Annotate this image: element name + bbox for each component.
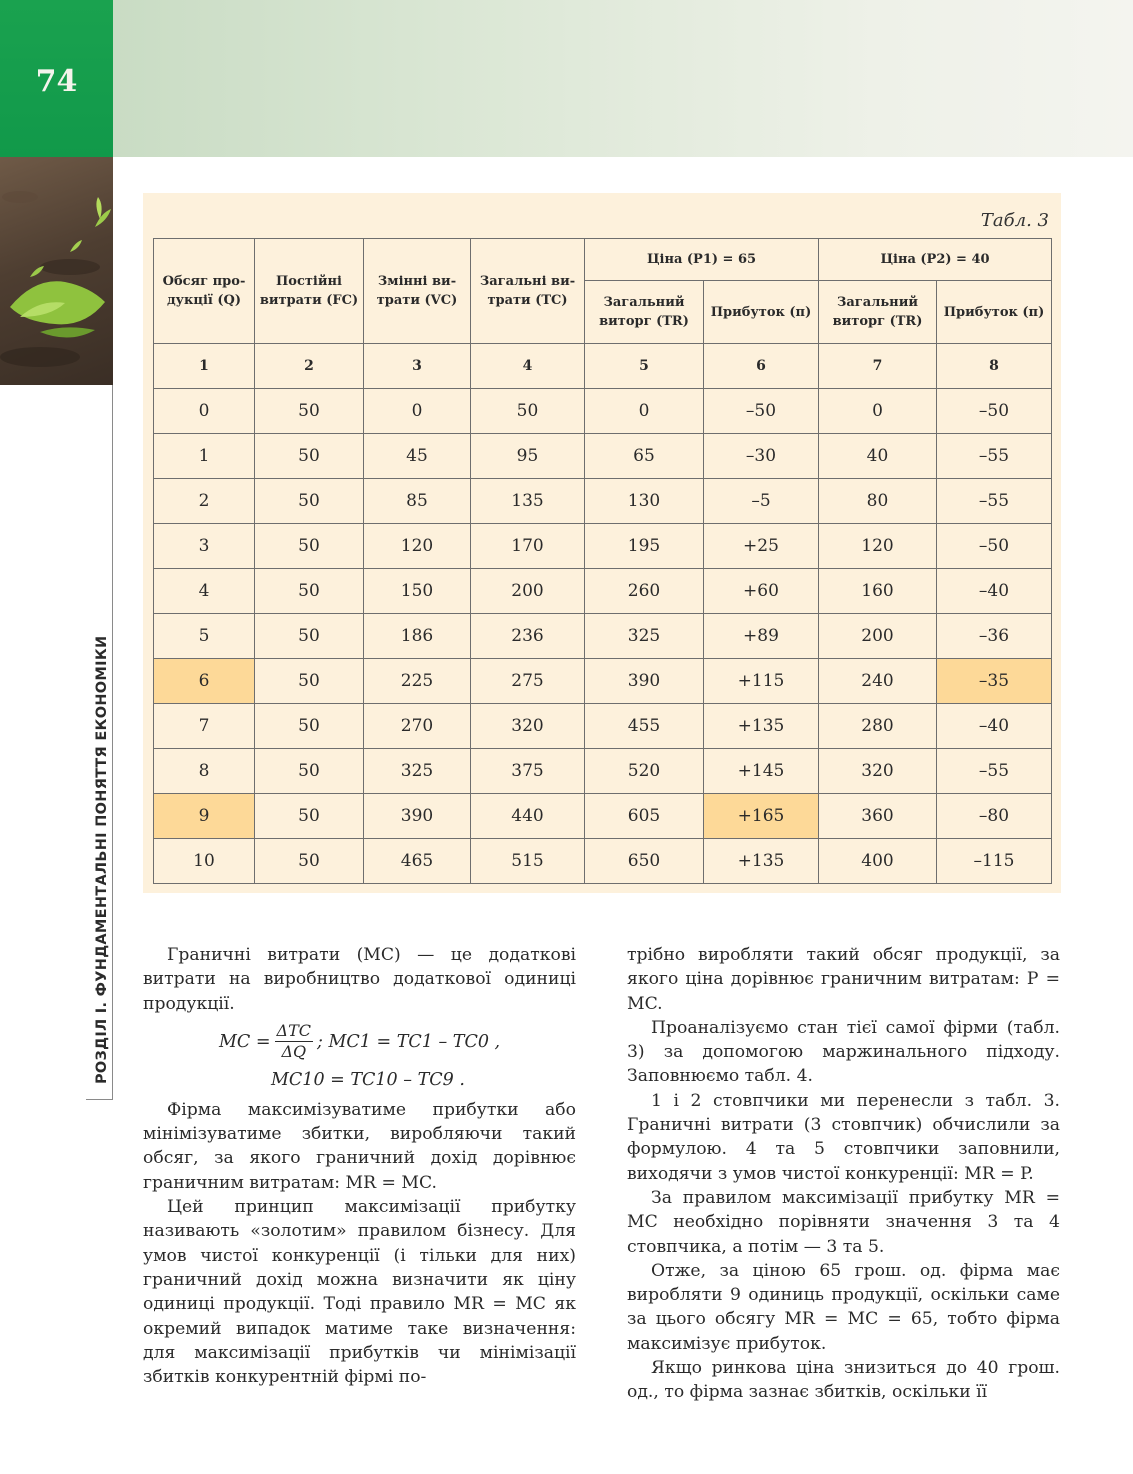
table-cell: –50 bbox=[704, 389, 819, 434]
table-cell: –35 bbox=[937, 659, 1052, 704]
paragraph-columns: 1 і 2 стовпчики ми перенесли з табл. 3. Граничні витрати (3 стовпчик) обчислили за формулою. 4 та 5 стовпчики заповнили, виходячи з умов чистої конкуренції: MR = P. bbox=[627, 1090, 1060, 1184]
table-cell: 120 bbox=[819, 524, 937, 569]
header-tr2: Загальний виторг (TR) bbox=[819, 281, 937, 344]
column-number: 4 bbox=[471, 344, 585, 389]
table-cell: 440 bbox=[471, 794, 585, 839]
header-price1: Ціна (P1) = 65 bbox=[585, 239, 819, 281]
paragraph-mc-definition: Граничні витрати (MC) — це додаткові витрати на виробництво додаткової одиниці продукції. bbox=[143, 945, 576, 1014]
table-cell: 50 bbox=[255, 614, 364, 659]
table-cell: –55 bbox=[937, 749, 1052, 794]
table-cell: 325 bbox=[364, 749, 471, 794]
table-cell: –115 bbox=[937, 839, 1052, 884]
table-cell: 186 bbox=[364, 614, 471, 659]
table-cell: –36 bbox=[937, 614, 1052, 659]
table-cell: 120 bbox=[364, 524, 471, 569]
left-text-column bbox=[143, 943, 576, 1389]
table-cell: 200 bbox=[471, 569, 585, 614]
table-cell: 50 bbox=[255, 434, 364, 479]
table-panel bbox=[143, 193, 1061, 893]
table-cell: 400 bbox=[819, 839, 937, 884]
table-cell: 200 bbox=[819, 614, 937, 659]
table-cell: 225 bbox=[364, 659, 471, 704]
table-cell: 605 bbox=[585, 794, 704, 839]
table-cell: 50 bbox=[255, 749, 364, 794]
table-cell: 270 bbox=[364, 704, 471, 749]
table-cell: 275 bbox=[471, 659, 585, 704]
table-cell: 325 bbox=[585, 614, 704, 659]
table-cell: 50 bbox=[255, 794, 364, 839]
table-cell: 240 bbox=[819, 659, 937, 704]
table-cell: 9 bbox=[154, 794, 255, 839]
table-cell: 85 bbox=[364, 479, 471, 524]
column-number: 5 bbox=[585, 344, 704, 389]
table-cell: 80 bbox=[819, 479, 937, 524]
table-cell: +25 bbox=[704, 524, 819, 569]
formula-fraction bbox=[275, 1021, 313, 1062]
page-number: 74 bbox=[35, 64, 78, 99]
table-row bbox=[154, 839, 1052, 884]
table-cell: 515 bbox=[471, 839, 585, 884]
side-rule bbox=[112, 385, 113, 1100]
formula-rhs: ; MC1 = TC1 – TC0 , bbox=[317, 1031, 501, 1052]
header-fc: Постійні витрати (FC) bbox=[255, 239, 364, 344]
table-cell: –5 bbox=[704, 479, 819, 524]
table-row bbox=[154, 434, 1052, 479]
table-cell: 50 bbox=[255, 569, 364, 614]
table-cell: 390 bbox=[364, 794, 471, 839]
header-band bbox=[113, 0, 1133, 157]
column-number-row bbox=[154, 344, 1052, 389]
paragraph-price-drop: Якщо ринкова ціна знизиться до 40 грош. од., то фірма зазнає збитків, оскільки її bbox=[627, 1358, 1060, 1403]
paragraph-rule: За правилом максимізації прибутку MR = MC необхідно порівняти значення 3 та 4 стовпчика, а потім — 3 та 5. bbox=[627, 1187, 1060, 1257]
table-cell: –30 bbox=[704, 434, 819, 479]
table-cell: +89 bbox=[704, 614, 819, 659]
table-cell: 360 bbox=[819, 794, 937, 839]
formula-mc bbox=[143, 1020, 576, 1064]
table-cell: –40 bbox=[937, 569, 1052, 614]
table-cell: 520 bbox=[585, 749, 704, 794]
header-pi1: Прибуток (π) bbox=[704, 281, 819, 344]
side-rule-tick bbox=[86, 1099, 113, 1100]
paragraph-analysis: Проаналізуємо стан тієї самої фірми (табл. 3) за допомогою маржинального підходу. Заповнюємо табл. 4. bbox=[627, 1017, 1060, 1087]
table-cell: 0 bbox=[364, 389, 471, 434]
table-cell: +165 bbox=[704, 794, 819, 839]
table-cell: +115 bbox=[704, 659, 819, 704]
table-cell: 170 bbox=[471, 524, 585, 569]
fraction-denominator: ΔQ bbox=[281, 1042, 307, 1062]
table-row bbox=[154, 614, 1052, 659]
column-number: 7 bbox=[819, 344, 937, 389]
header-tr1: Загальний виторг (TR) bbox=[585, 281, 704, 344]
page-number-block bbox=[0, 0, 113, 157]
header-pi2: Прибуток (π) bbox=[937, 281, 1052, 344]
table-cell: 4 bbox=[154, 569, 255, 614]
table-row bbox=[154, 524, 1052, 569]
table-cell: +60 bbox=[704, 569, 819, 614]
paragraph-conclusion: Отже, за ціною 65 грош. од. фірма має виробляти 9 одиниць продукції, оскільки саме за цього обсягу MR = MC = 65, тобто фірма максимізує прибуток. bbox=[627, 1260, 1060, 1354]
table-cell: 0 bbox=[154, 389, 255, 434]
table-cell: 0 bbox=[585, 389, 704, 434]
table-cell: 50 bbox=[255, 524, 364, 569]
table-cell: 320 bbox=[819, 749, 937, 794]
table-cell: 260 bbox=[585, 569, 704, 614]
table-body bbox=[154, 344, 1052, 884]
header-vc: Змінні витрати (VC) bbox=[364, 239, 471, 344]
seedling-photo bbox=[0, 157, 113, 385]
table-row bbox=[154, 659, 1052, 704]
table-cell: –50 bbox=[937, 524, 1052, 569]
fraction-numerator: ΔTC bbox=[276, 1021, 312, 1041]
table-cell: +135 bbox=[704, 704, 819, 749]
table-cell: 375 bbox=[471, 749, 585, 794]
table-cell: 50 bbox=[471, 389, 585, 434]
formula-mc10: MC10 = TC10 – TC9 . bbox=[271, 1069, 465, 1090]
table-cell: 390 bbox=[585, 659, 704, 704]
table-cell: 2 bbox=[154, 479, 255, 524]
formula-lhs: MC = bbox=[219, 1031, 271, 1052]
table-cell: +135 bbox=[704, 839, 819, 884]
table-caption: Табл. 3 bbox=[980, 210, 1049, 231]
seedling-illustration bbox=[0, 157, 113, 385]
table-cell: 10 bbox=[154, 839, 255, 884]
table-cell: 45 bbox=[364, 434, 471, 479]
table-cell: 195 bbox=[585, 524, 704, 569]
table-cell: 150 bbox=[364, 569, 471, 614]
table-cell: –50 bbox=[937, 389, 1052, 434]
table-row bbox=[154, 479, 1052, 524]
table-cell: 130 bbox=[585, 479, 704, 524]
column-number: 8 bbox=[937, 344, 1052, 389]
table-cell: 65 bbox=[585, 434, 704, 479]
table-row bbox=[154, 749, 1052, 794]
table-cell: 50 bbox=[255, 839, 364, 884]
table-cell: –80 bbox=[937, 794, 1052, 839]
table-cell: 6 bbox=[154, 659, 255, 704]
table-cell: 236 bbox=[471, 614, 585, 659]
column-number: 3 bbox=[364, 344, 471, 389]
table-cell: 50 bbox=[255, 389, 364, 434]
header-q: Обсяг продукції (Q) bbox=[154, 239, 255, 344]
table-row bbox=[154, 794, 1052, 839]
table-cell: 95 bbox=[471, 434, 585, 479]
header-tc: Загальні витрати (TC) bbox=[471, 239, 585, 344]
cost-revenue-table bbox=[153, 238, 1052, 884]
paragraph-golden-rule: Цей принцип максимізації прибутку називають «золотим» правилом бізнесу. Для умов чистої конкуренції (і тільки для них) граничний дохід можна визначити як ціну одиниці продукції. Тоді правило MR = MC як окремий випадок матиме таке визначення: для максимізації прибутків чи мінімізації збитків конкурентній фірмі по- bbox=[143, 1197, 576, 1388]
table-cell: 8 bbox=[154, 749, 255, 794]
table-cell: 50 bbox=[255, 479, 364, 524]
table-cell: 160 bbox=[819, 569, 937, 614]
table-cell: 650 bbox=[585, 839, 704, 884]
column-number: 2 bbox=[255, 344, 364, 389]
table-cell: 5 bbox=[154, 614, 255, 659]
table-row bbox=[154, 704, 1052, 749]
table-row bbox=[154, 389, 1052, 434]
table-cell: 40 bbox=[819, 434, 937, 479]
table-cell: 280 bbox=[819, 704, 937, 749]
table-cell: 1 bbox=[154, 434, 255, 479]
table-cell: –40 bbox=[937, 704, 1052, 749]
table-cell: 50 bbox=[255, 704, 364, 749]
section-title-vertical: РОЗДІЛ I. ФУНДАМЕНТАЛЬНІ ПОНЯТТЯ ЕКОНОМІКИ bbox=[94, 635, 110, 1084]
table-cell: 465 bbox=[364, 839, 471, 884]
table-cell: 320 bbox=[471, 704, 585, 749]
column-number: 1 bbox=[154, 344, 255, 389]
header-price2: Ціна (P2) = 40 bbox=[819, 239, 1052, 281]
table-cell: –55 bbox=[937, 434, 1052, 479]
paragraph-continuation: трібно виробляти такий обсяг продукції, за якого ціна дорівнює граничним витратам: P = MC. bbox=[627, 945, 1060, 1014]
table-row bbox=[154, 569, 1052, 614]
column-number: 6 bbox=[704, 344, 819, 389]
table-cell: +145 bbox=[704, 749, 819, 794]
table-cell: 3 bbox=[154, 524, 255, 569]
paragraph-mr-mc: Фірма максимізуватиме прибутки або мінімізуватиме збитки, виробляючи такий обсяг, за якого граничний дохід дорівнює граничним витратам: MR = MC. bbox=[143, 1099, 576, 1193]
table-cell: 7 bbox=[154, 704, 255, 749]
table-cell: 50 bbox=[255, 659, 364, 704]
table-cell: –55 bbox=[937, 479, 1052, 524]
table-cell: 0 bbox=[819, 389, 937, 434]
table-cell: 135 bbox=[471, 479, 585, 524]
table-cell: 455 bbox=[585, 704, 704, 749]
right-text-column bbox=[627, 943, 1060, 1405]
